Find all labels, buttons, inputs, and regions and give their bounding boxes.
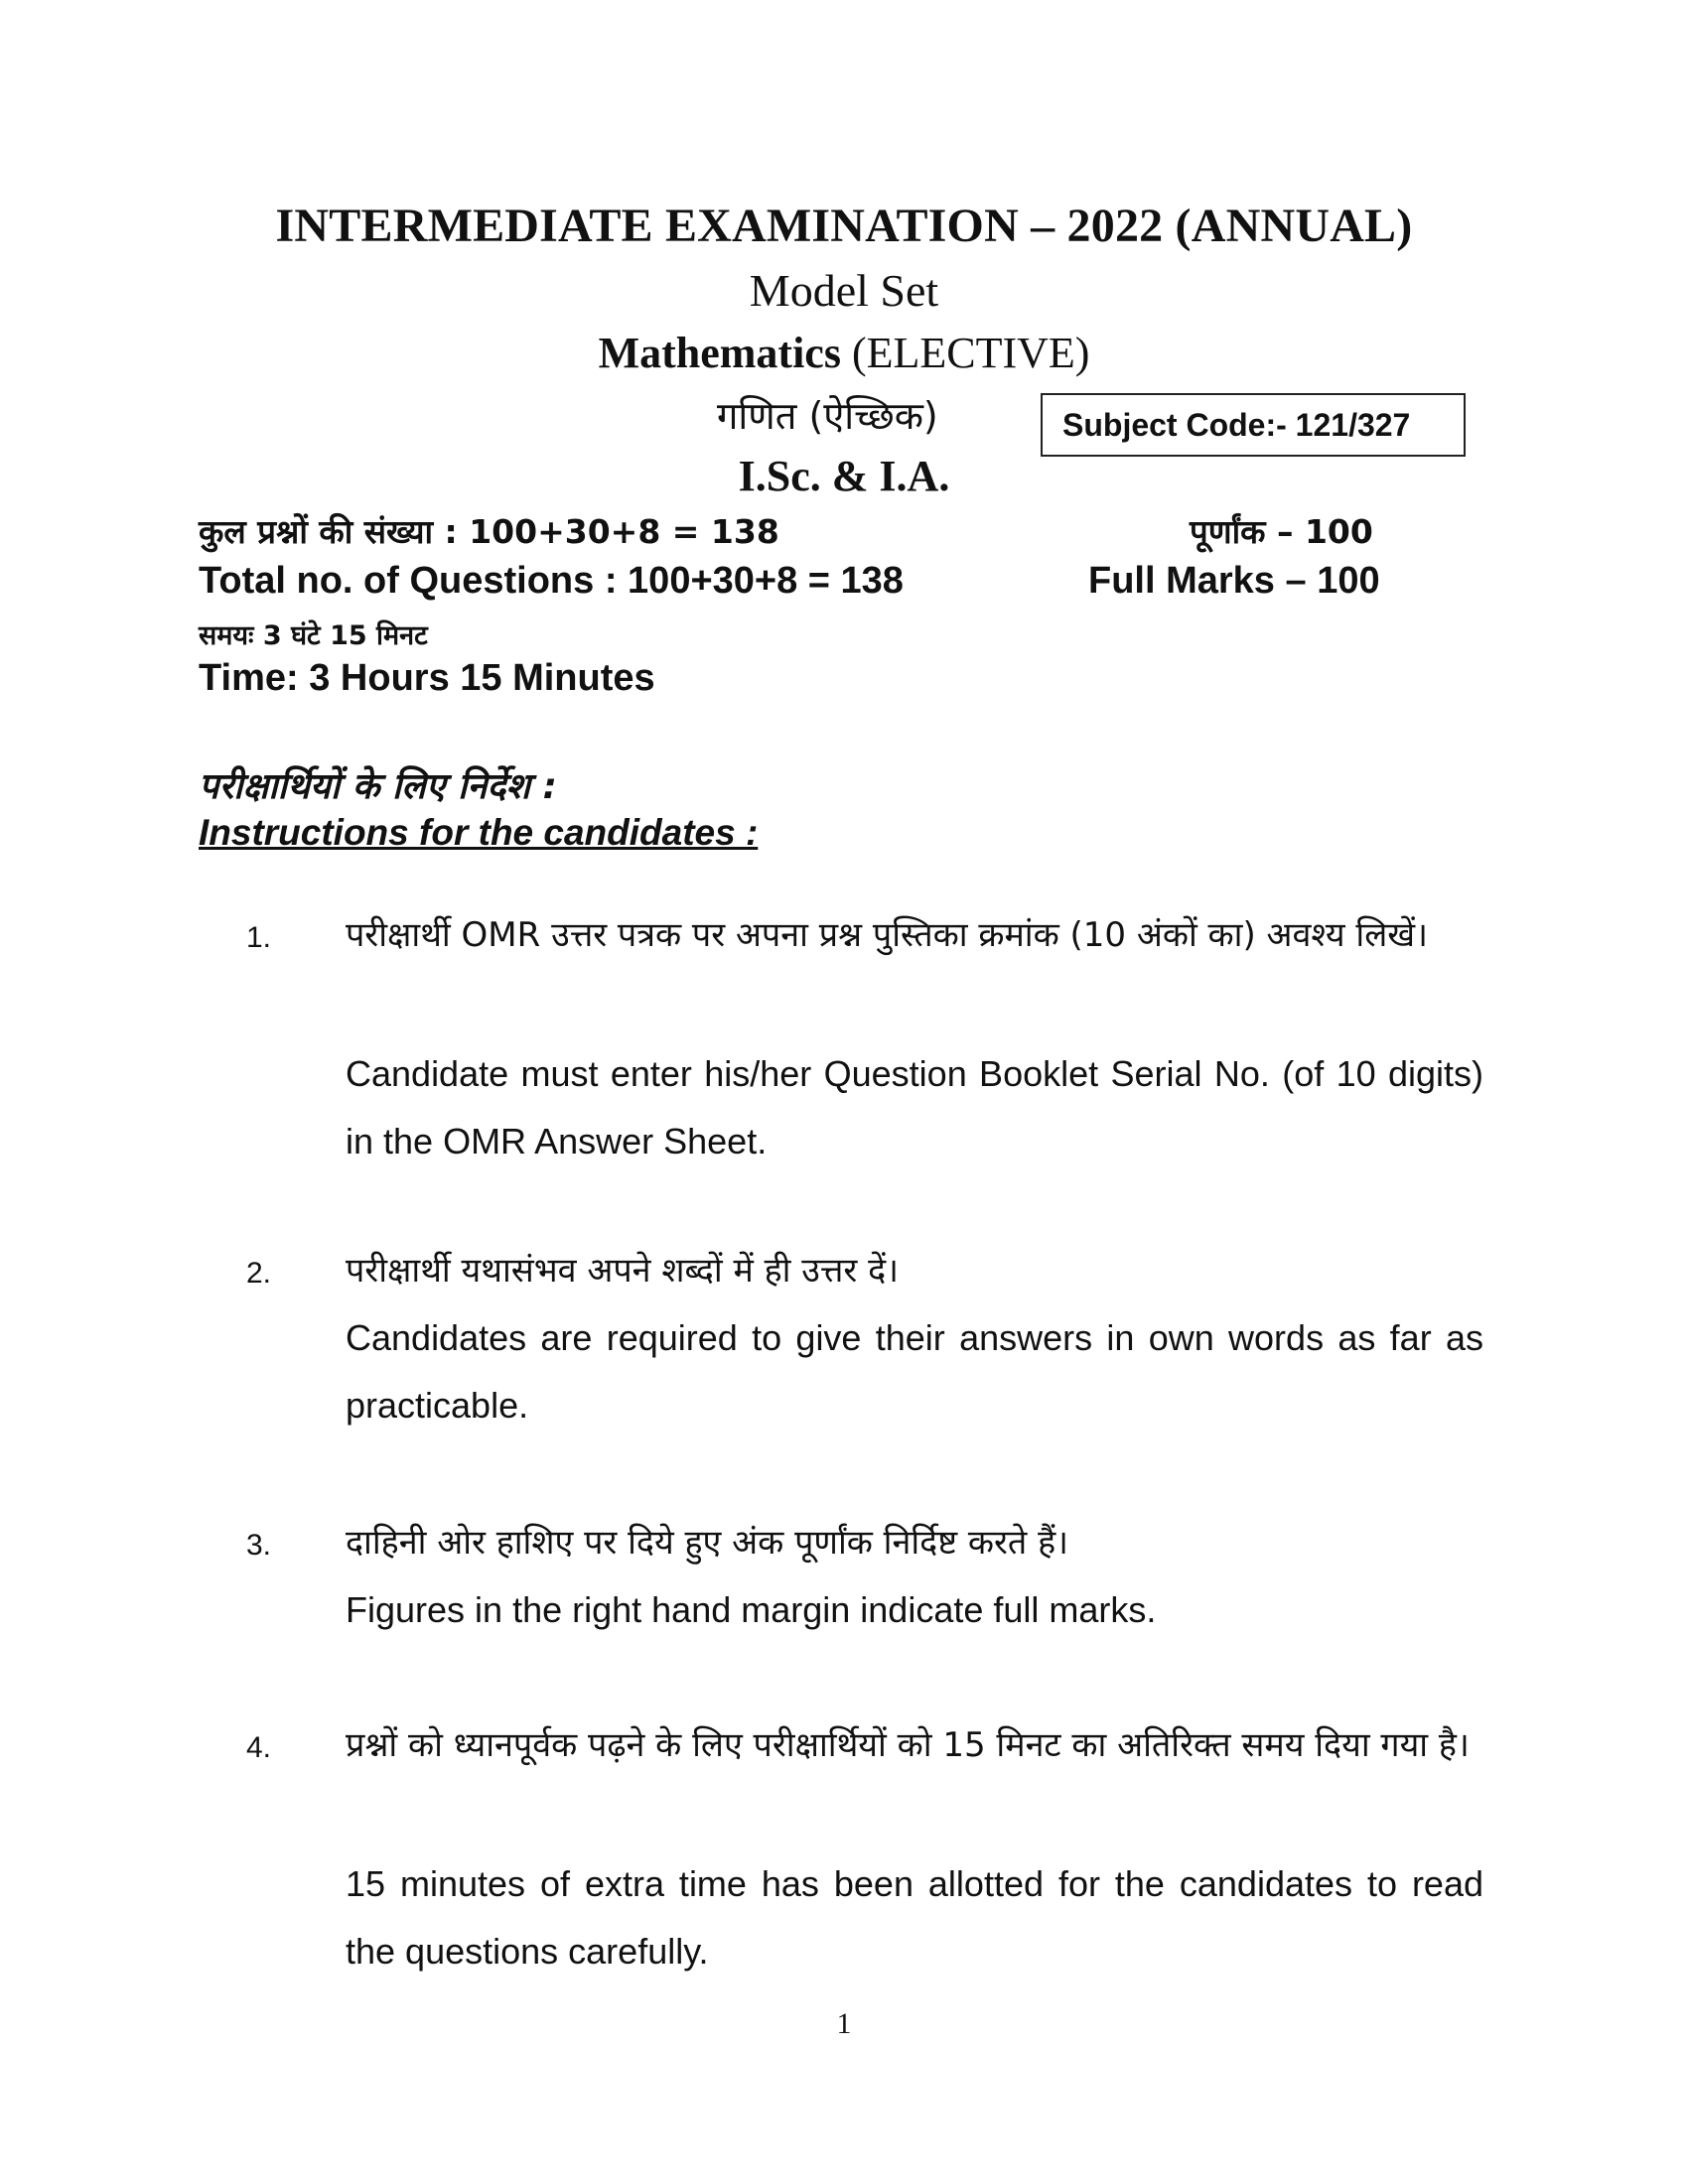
instruction-number: 1. xyxy=(246,921,272,954)
instruction-english: 15 minutes of extra time has been allotted for the candidates to read the questions carefully. xyxy=(346,1863,1483,1972)
hindi-full-marks: पूर्णांक – 100 xyxy=(1190,512,1373,551)
subject-name: Mathematics xyxy=(598,329,841,377)
hindi-total-questions: कुल प्रश्नों की संख्या : 100+30+8 = 138 xyxy=(199,512,779,551)
instruction-english: Candidates are required to give their answers in own words as far as practicable. xyxy=(346,1317,1483,1426)
page-number: 1 xyxy=(836,2007,852,2040)
instruction-number: 4. xyxy=(246,1731,272,1764)
instruction-english: Candidate must enter his/her Question Booklet Serial No. (of 10 digits) in the OMR Answer Sheet. xyxy=(346,1053,1483,1161)
subject-code-box: Subject Code:- 121/327 xyxy=(1041,393,1466,457)
exam-title: INTERMEDIATE EXAMINATION – 2022 (ANNUAL) xyxy=(275,200,1413,252)
subject-hindi: गणित (ऐच्छिक) xyxy=(717,394,938,438)
subject-line xyxy=(0,328,1688,378)
instructions-heading: Instructions for the candidates : xyxy=(199,812,759,853)
instruction-hindi: परीक्षार्थी OMR उत्तर पत्रक पर अपना प्रश्न पुस्तिका क्रमांक (10 अंकों का) अवश्य लिखें। xyxy=(346,915,1428,955)
full-marks: Full Marks – 100 xyxy=(1088,560,1380,602)
instruction-number: 2. xyxy=(246,1257,272,1290)
class-line: I.Sc. & I.A. xyxy=(738,452,950,500)
time: Time: 3 Hours 15 Minutes xyxy=(199,657,655,699)
instruction-hindi: परीक्षार्थी यथासंभव अपने शब्दों में ही उत्तर दें। xyxy=(346,1251,900,1291)
total-questions: Total no. of Questions : 100+30+8 = 138 xyxy=(199,560,904,602)
instruction-number: 3. xyxy=(246,1529,272,1562)
model-set-subtitle: Model Set xyxy=(749,265,939,316)
instruction-hindi: दाहिनी ओर हाशिए पर दिये हुए अंक पूर्णांक निर्दिष्ट करते हैं। xyxy=(346,1523,1069,1563)
subject-type: (ELECTIVE) xyxy=(840,329,1090,377)
instruction-hindi: प्रश्नों को ध्यानपूर्वक पढ़ने के लिए परीक्षार्थियों को 15 मिनट का अतिरिक्त समय दिया गया है। xyxy=(346,1725,1470,1765)
hindi-instructions-heading: परीक्षार्थियों के लिए निर्देश : xyxy=(199,766,557,807)
hindi-time: समयः 3 घंटे 15 मिनट xyxy=(199,620,428,651)
instruction-english: Figures in the right hand margin indicate full marks. xyxy=(346,1589,1157,1630)
